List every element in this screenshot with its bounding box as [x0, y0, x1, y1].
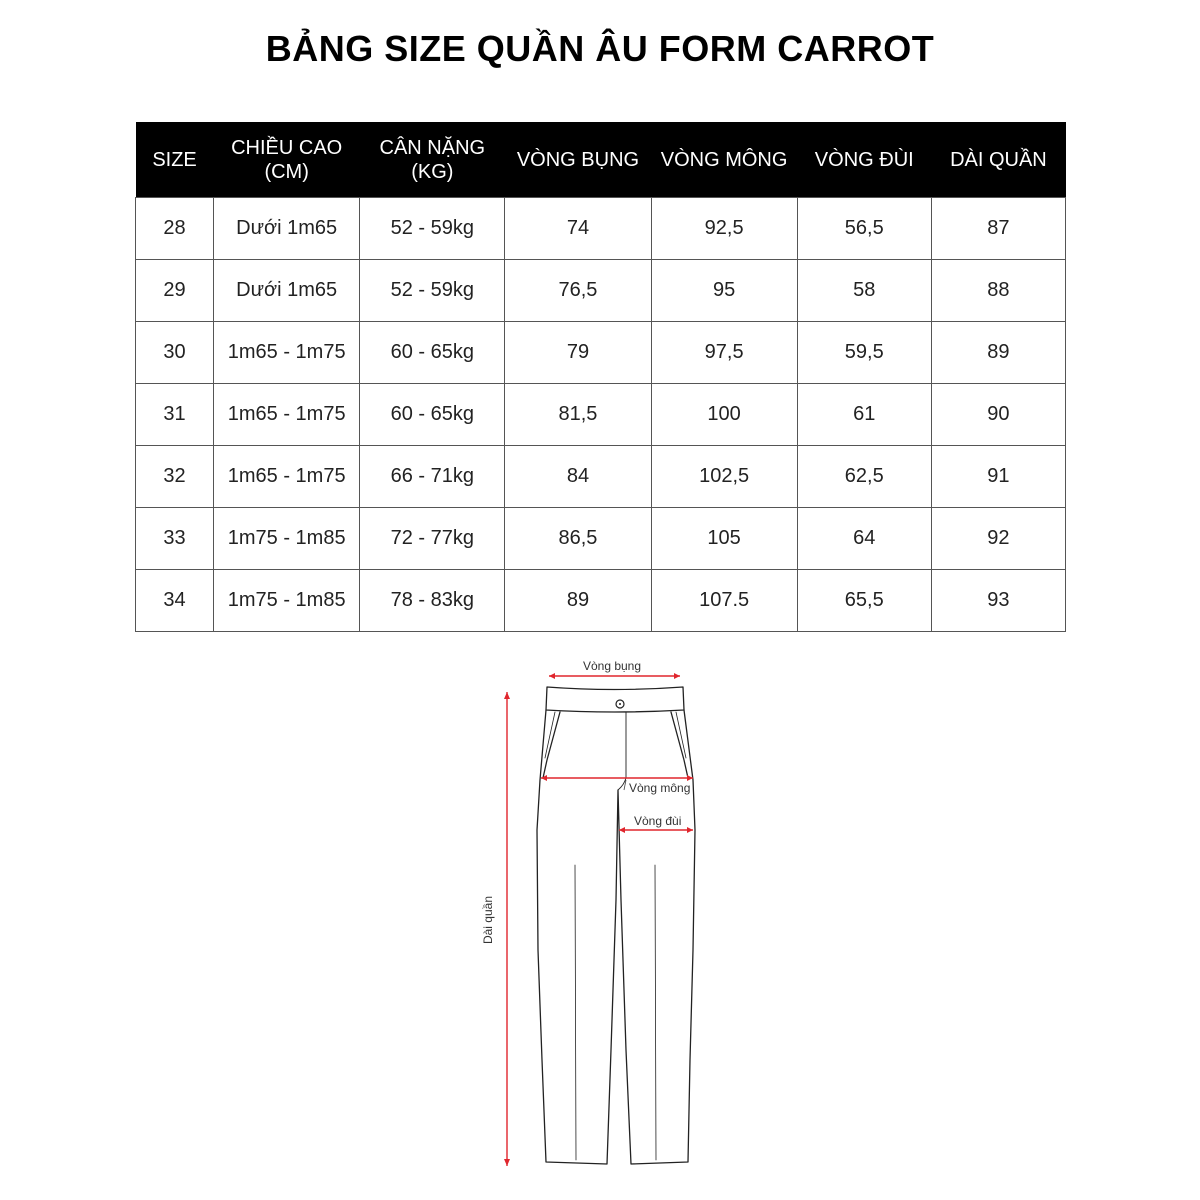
cell-waist: 76,5 — [505, 260, 651, 322]
cell-size: 32 — [136, 446, 214, 508]
cell-size: 31 — [136, 384, 214, 446]
table-row — [136, 384, 1066, 446]
page-title: BẢNG SIZE QUẦN ÂU FORM CARROT — [265, 28, 935, 69]
table-row — [136, 260, 1066, 322]
header-unit: (KG) — [411, 160, 454, 183]
cell-size: 30 — [136, 322, 214, 384]
cell-waist: 79 — [505, 322, 651, 384]
cell-height: Dưới 1m65 — [214, 260, 360, 322]
length-label: Dài quần — [481, 895, 495, 945]
cell-thigh: 56,5 — [797, 198, 931, 260]
cell-thigh: 62,5 — [797, 446, 931, 508]
cell-thigh: 64 — [797, 508, 931, 570]
header-length — [931, 122, 1065, 198]
cell-length: 93 — [931, 570, 1065, 632]
cell-weight: 66 - 71kg — [360, 446, 505, 508]
header-weight — [360, 122, 505, 198]
cell-weight: 72 - 77kg — [360, 508, 505, 570]
thigh-label: Vòng đùi — [634, 814, 682, 828]
cell-weight: 60 - 65kg — [360, 384, 505, 446]
cell-length: 88 — [931, 260, 1065, 322]
table-row — [136, 446, 1066, 508]
hip-label: Vòng mông — [629, 781, 691, 795]
cell-length: 90 — [931, 384, 1065, 446]
cell-waist: 86,5 — [505, 508, 651, 570]
cell-weight: 60 - 65kg — [360, 322, 505, 384]
header-size — [136, 122, 214, 198]
header-hip — [651, 122, 797, 198]
header-unit: (CM) — [264, 160, 309, 183]
cell-size: 33 — [136, 508, 214, 570]
cell-thigh: 58 — [797, 260, 931, 322]
header-label: SIZE — [152, 148, 197, 171]
cell-height: 1m65 - 1m75 — [214, 446, 360, 508]
header-label: VÒNG ĐÙI — [814, 148, 914, 171]
header-label: CHIỀU CAO — [231, 136, 343, 159]
cell-hip: 105 — [651, 508, 797, 570]
cell-waist: 89 — [505, 570, 651, 632]
left-crease — [575, 865, 576, 1160]
header-label: CÂN NẶNG — [379, 136, 486, 159]
cell-weight: 78 - 83kg — [360, 570, 505, 632]
cell-length: 92 — [931, 508, 1065, 570]
cell-size: 34 — [136, 570, 214, 632]
cell-length: 89 — [931, 322, 1065, 384]
cell-size: 29 — [136, 260, 214, 322]
header-waist — [505, 122, 651, 198]
trousers-diagram — [0, 640, 1200, 1200]
cell-height: 1m75 - 1m85 — [214, 508, 360, 570]
cell-thigh: 65,5 — [797, 570, 931, 632]
button-hole — [619, 703, 621, 705]
waistband — [546, 687, 684, 712]
cell-waist: 81,5 — [505, 384, 651, 446]
cell-height: 1m65 - 1m75 — [214, 384, 360, 446]
cell-hip: 95 — [651, 260, 797, 322]
cell-waist: 74 — [505, 198, 651, 260]
header-label: DÀI QUẦN — [950, 148, 1047, 171]
cell-length: 91 — [931, 446, 1065, 508]
header-thigh — [797, 122, 931, 198]
cell-waist: 84 — [505, 446, 651, 508]
cell-hip: 97,5 — [651, 322, 797, 384]
cell-hip: 100 — [651, 384, 797, 446]
size-table — [135, 122, 1066, 632]
cell-hip: 102,5 — [651, 446, 797, 508]
cell-height: 1m65 - 1m75 — [214, 322, 360, 384]
cell-height: 1m75 - 1m85 — [214, 570, 360, 632]
waist-label: Vòng bụng — [582, 659, 642, 673]
cell-hip: 92,5 — [651, 198, 797, 260]
table-row — [136, 570, 1066, 632]
header-label: VÒNG BỤNG — [516, 148, 640, 171]
header-label: VÒNG MÔNG — [660, 148, 788, 171]
cell-weight: 52 - 59kg — [360, 198, 505, 260]
cell-length: 87 — [931, 198, 1065, 260]
table-row — [136, 198, 1066, 260]
header-height — [214, 122, 360, 198]
cell-hip: 107.5 — [651, 570, 797, 632]
cell-thigh: 59,5 — [797, 322, 931, 384]
cell-thigh: 61 — [797, 384, 931, 446]
cell-weight: 52 - 59kg — [360, 260, 505, 322]
table-header-row — [136, 122, 1066, 198]
cell-size: 28 — [136, 198, 214, 260]
table-row — [136, 508, 1066, 570]
cell-height: Dưới 1m65 — [214, 198, 360, 260]
right-crease — [655, 865, 656, 1160]
table-row — [136, 322, 1066, 384]
